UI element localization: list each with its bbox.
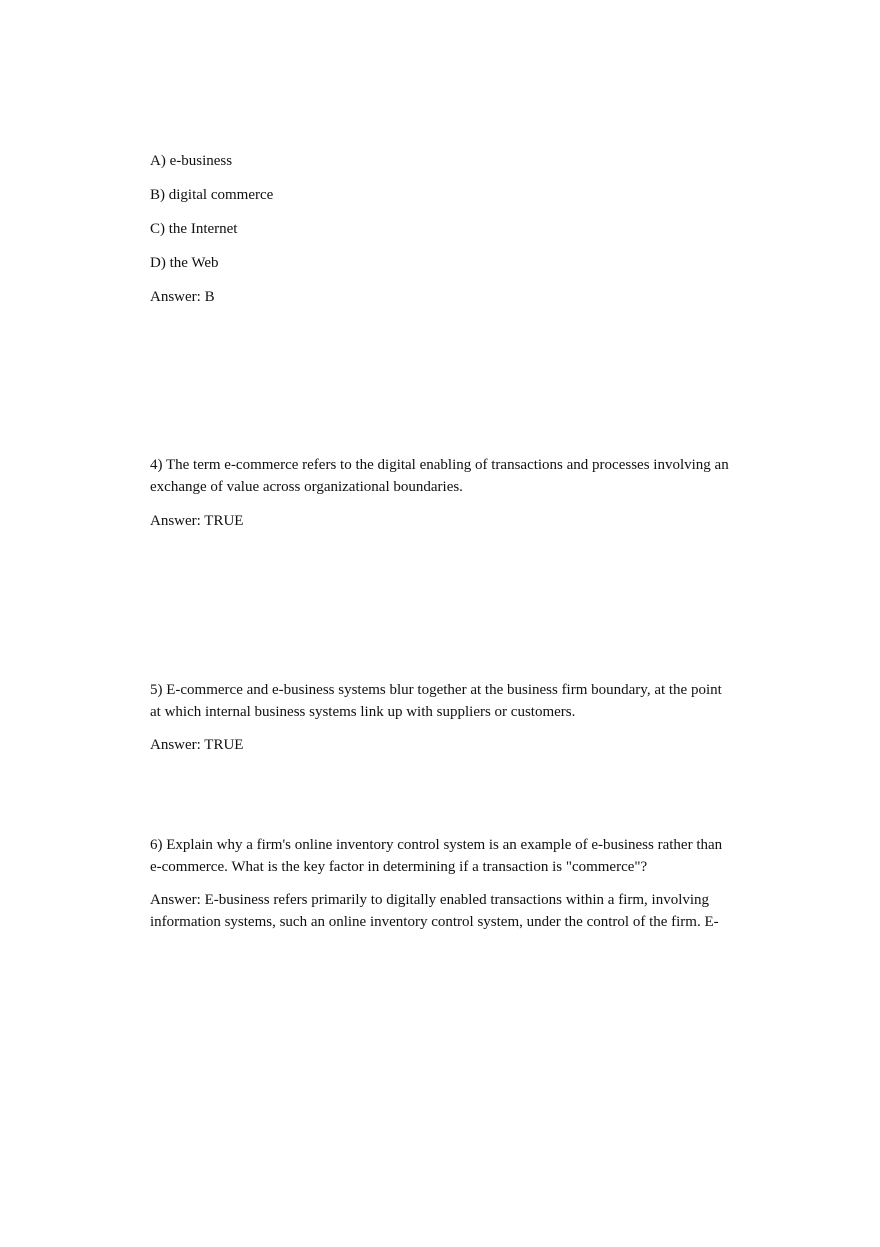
question-6-text-line-2: e-commerce. What is the key factor in determining if a transaction is "commerce"? bbox=[150, 859, 648, 875]
question-6-text-line-1: 6) Explain why a firm's online inventory control system is an example of e-business rather than bbox=[150, 837, 723, 853]
question-5-text-line-1: 5) E-commerce and e-business systems blur together at the business firm boundary, at the point bbox=[150, 682, 722, 698]
question-4-text-line-2: exchange of value across organizational boundaries. bbox=[150, 479, 463, 495]
question-5-text-line-2: at which internal business systems link up with suppliers or customers. bbox=[150, 704, 576, 720]
answer-q3: Answer: B bbox=[150, 289, 215, 305]
option-c: C) the Internet bbox=[150, 221, 238, 237]
answer-q6-line-2: information systems, such an online inventory control system, under the control of the firm. E- bbox=[150, 914, 719, 930]
answer-q5: Answer: TRUE bbox=[150, 737, 244, 753]
question-4-text-line-1: 4) The term e-commerce refers to the digital enabling of transactions and processes involving an bbox=[150, 457, 729, 473]
option-d: D) the Web bbox=[150, 255, 219, 271]
option-a: A) e-business bbox=[150, 153, 233, 169]
answer-q4: Answer: TRUE bbox=[150, 513, 244, 529]
answer-q6-line-1: Answer: E-business refers primarily to digitally enabled transactions within a firm, involving bbox=[150, 892, 710, 908]
option-b: B) digital commerce bbox=[150, 187, 274, 203]
